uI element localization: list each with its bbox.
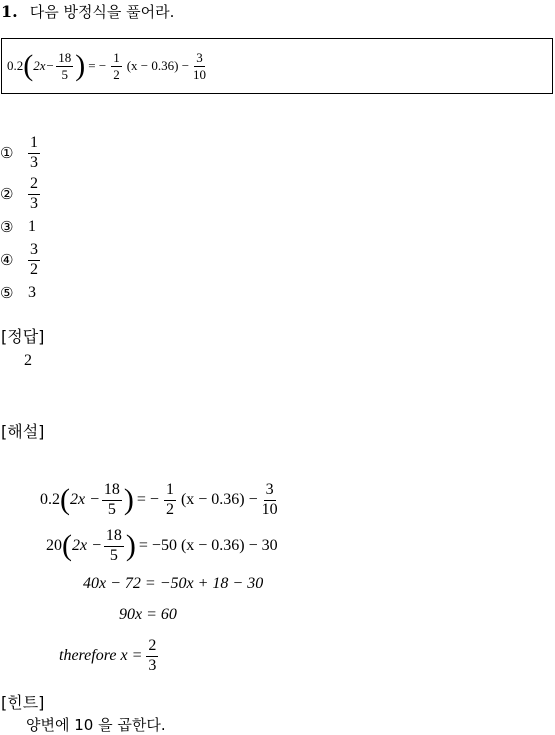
option-marker: ④ bbox=[0, 251, 14, 269]
option-marker: ⑤ bbox=[0, 284, 14, 302]
option-3-value: 1 bbox=[28, 218, 36, 235]
answer-label: [정답] bbox=[1, 327, 45, 346]
option-1[interactable] bbox=[0, 131, 42, 175]
answer-value: 2 bbox=[24, 352, 32, 369]
question-number: 1. bbox=[1, 1, 18, 21]
option-1-value: $\frac{1}{3}$ bbox=[30, 133, 38, 171]
option-marker: ② bbox=[0, 185, 14, 203]
option-4[interactable] bbox=[0, 238, 42, 282]
eq-frac-18-5: $\frac{18}{5}$ bbox=[58, 49, 72, 82]
option-2-value: $\frac{2}{3}$ bbox=[30, 174, 38, 212]
explanation-label: [해설] bbox=[1, 422, 45, 441]
eq-inner: 2x− bbox=[33, 58, 55, 73]
solution-line-3: 40x − 72 = −50x + 18 − 30 bbox=[83, 575, 264, 592]
option-3[interactable] bbox=[0, 215, 36, 239]
eq-coef: 0.2 bbox=[7, 58, 24, 73]
question-prompt: 다음 방정식을 풀어라. bbox=[29, 2, 175, 21]
option-marker: ① bbox=[0, 144, 14, 162]
solution-line-5: therefore x = $\frac{2}{3}$ bbox=[59, 636, 157, 674]
option-5-value: 3 bbox=[28, 284, 36, 301]
solution-line-4: 90x = 60 bbox=[119, 606, 177, 623]
eq-equals: = − bbox=[88, 58, 107, 73]
eq-frac-1-2: $\frac{1}{2}$ bbox=[113, 49, 120, 82]
equation-box bbox=[1, 38, 553, 94]
question-header bbox=[1, 0, 174, 22]
option-5[interactable] bbox=[0, 281, 36, 305]
eq-frac-3-10: $\frac{3}{10}$ bbox=[193, 49, 207, 82]
solution-line-2: 20 ( 2x − $\frac{18}{5}$ ) = −50 (x − 0.36) − 30 bbox=[46, 526, 278, 564]
hint-label: [힌트] bbox=[1, 693, 45, 712]
solution-line-1: 0.2 ( 2x − $\frac{18}{5}$ ) = − $\frac{1}{2}$ (x − 0.36) − $\frac{3}{10}$ bbox=[40, 480, 278, 518]
option-marker: ③ bbox=[0, 218, 14, 236]
paren-open: ( bbox=[23, 49, 34, 82]
hint-text: 양변에 10 을 곱한다. bbox=[26, 716, 166, 734]
equation bbox=[7, 51, 210, 81]
eq-paren-term: (x − 0.36) − bbox=[126, 58, 190, 73]
paren-close: ) bbox=[75, 49, 86, 82]
option-4-value: $\frac{3}{2}$ bbox=[30, 240, 38, 278]
option-2[interactable] bbox=[0, 172, 42, 216]
